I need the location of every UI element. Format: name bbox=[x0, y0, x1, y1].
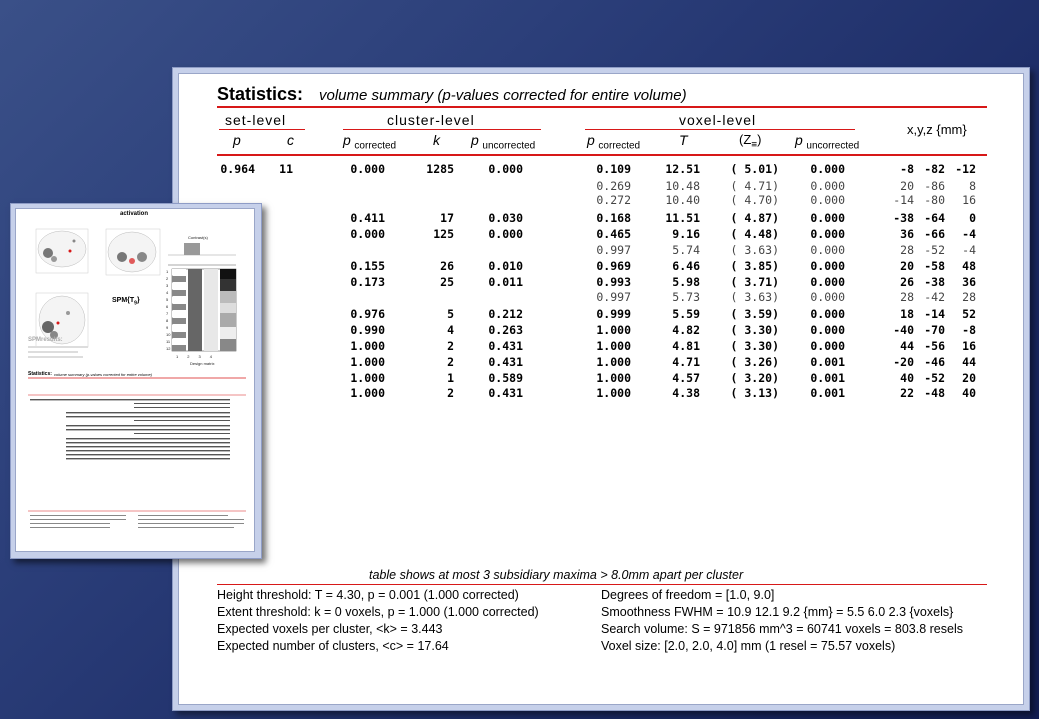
stats-title: Statistics: bbox=[217, 84, 304, 104]
design-matrix bbox=[166, 241, 238, 357]
cell-voxel-T: 9.16 bbox=[672, 227, 700, 241]
group-cluster-level: cluster-level bbox=[387, 112, 475, 128]
cell-cluster-p-uncorrected: 0.030 bbox=[488, 211, 523, 225]
cell-cluster-k: 17 bbox=[440, 211, 454, 225]
spmresults-info-lines bbox=[28, 346, 88, 348]
cell-cluster-k: 1 bbox=[447, 371, 454, 385]
cell-voxel-p-corrected: 1.000 bbox=[596, 371, 631, 385]
design-row-label: 1 bbox=[166, 269, 169, 274]
cell-y: -58 bbox=[924, 259, 945, 273]
contrast-label: Contrast(s) bbox=[188, 235, 208, 240]
cell-cluster-p-corrected: 1.000 bbox=[350, 355, 385, 369]
cell-y: -56 bbox=[924, 339, 945, 353]
cell-z: 28 bbox=[962, 290, 976, 304]
col-set-p: p bbox=[233, 132, 241, 148]
cell-voxel-T: 5.74 bbox=[672, 243, 700, 257]
cell-y: -14 bbox=[924, 307, 945, 321]
thumbnail-title: activation bbox=[120, 211, 149, 217]
cell-z: 16 bbox=[962, 339, 976, 353]
set-level-rule bbox=[219, 129, 305, 130]
cell-voxel-T: 4.81 bbox=[672, 339, 700, 353]
cell-voxel-T: 12.51 bbox=[665, 162, 700, 176]
design-col-labels: 1234 bbox=[176, 354, 221, 359]
design-row-label: 10 bbox=[166, 332, 171, 337]
cell-voxel-p-uncorrected: 0.000 bbox=[810, 307, 845, 321]
cell-y: -66 bbox=[924, 227, 945, 241]
footer-right-4: Voxel size: [2.0, 2.0, 4.0] mm (1 resel = 75.57 voxels) bbox=[601, 639, 896, 653]
cell-y: -48 bbox=[924, 386, 945, 400]
cell-voxel-T: 10.40 bbox=[665, 193, 700, 207]
cell-voxel-p-uncorrected: 0.001 bbox=[810, 355, 845, 369]
cell-x: -40 bbox=[893, 323, 914, 337]
design-row-label: 8 bbox=[166, 318, 169, 323]
design-row-label: 12 bbox=[166, 346, 171, 351]
cell-cluster-p-uncorrected: 0.589 bbox=[488, 371, 523, 385]
cell-z: 40 bbox=[962, 386, 976, 400]
cell-voxel-p-corrected: 0.269 bbox=[596, 179, 631, 193]
table-footnote: table shows at most 3 subsidiary maxima > 8.0mm apart per cluster bbox=[369, 568, 744, 582]
cell-cluster-p-uncorrected: 0.431 bbox=[488, 355, 523, 369]
cell-y: -42 bbox=[924, 290, 945, 304]
design-row-label: 6 bbox=[166, 304, 169, 309]
cell-y: -52 bbox=[924, 243, 945, 257]
col-voxel-p-corrected: p $_{corrected}$ bbox=[587, 132, 641, 152]
footer-left-1: Height threshold: T = 4.30, p = 0.001 (1.000 corrected) bbox=[217, 588, 519, 602]
cell-voxel-Z: ( 4.48) bbox=[730, 227, 779, 241]
cell-cluster-p-uncorrected: 0.263 bbox=[488, 323, 523, 337]
cell-x: -8 bbox=[900, 162, 914, 176]
design-row-label: 5 bbox=[166, 297, 169, 302]
cell-x: 20 bbox=[900, 179, 914, 193]
design-row-label: 4 bbox=[166, 290, 169, 295]
cell-voxel-T: 5.59 bbox=[672, 307, 700, 321]
cell-voxel-Z: ( 3.71) bbox=[730, 275, 779, 289]
cell-cluster-k: 125 bbox=[433, 227, 454, 241]
cell-cluster-p-corrected: 0.000 bbox=[350, 162, 385, 176]
cell-voxel-p-uncorrected: 0.000 bbox=[810, 162, 845, 176]
cell-voxel-Z: ( 3.20) bbox=[730, 371, 779, 385]
cell-cluster-p-corrected: 1.000 bbox=[350, 386, 385, 400]
footer-left-4: Expected number of clusters, <c> = 17.64 bbox=[217, 639, 449, 653]
cell-cluster-k: 5 bbox=[447, 307, 454, 321]
cell-voxel-p-corrected: 1.000 bbox=[596, 386, 631, 400]
cell-z: 8 bbox=[969, 179, 976, 193]
footer-left-3: Expected voxels per cluster, <k> = 3.443 bbox=[217, 622, 443, 636]
cell-cluster-p-uncorrected: 0.000 bbox=[488, 162, 523, 176]
cell-voxel-Z: ( 3.63) bbox=[730, 243, 779, 257]
glass-brain-sagittal bbox=[36, 229, 88, 273]
cell-cluster-p-corrected: 1.000 bbox=[350, 371, 385, 385]
cell-cluster-p-uncorrected: 0.010 bbox=[488, 259, 523, 273]
cell-voxel-p-corrected: 0.969 bbox=[596, 259, 631, 273]
cell-voxel-p-uncorrected: 0.001 bbox=[810, 371, 845, 385]
footer-right-3: Search volume: S = 971856 mm^3 = 60741 voxels = 803.8 resels bbox=[601, 622, 963, 636]
thumbnail-stats-subtitle: volume summary (p-values corrected for entire volume) bbox=[54, 372, 153, 377]
cell-voxel-p-corrected: 0.999 bbox=[596, 307, 631, 321]
cell-voxel-Z: ( 3.30) bbox=[730, 323, 779, 337]
design-row-label: 11 bbox=[166, 339, 171, 344]
cell-voxel-T: 6.46 bbox=[672, 259, 700, 273]
main-page bbox=[178, 73, 1024, 705]
cell-cluster-p-corrected: 0.976 bbox=[350, 307, 385, 321]
cell-voxel-p-corrected: 0.168 bbox=[596, 211, 631, 225]
cell-voxel-p-corrected: 1.000 bbox=[596, 355, 631, 369]
cell-y: -80 bbox=[924, 193, 945, 207]
cell-z: 20 bbox=[962, 371, 976, 385]
cell-cluster-p-uncorrected: 0.212 bbox=[488, 307, 523, 321]
cell-z: -8 bbox=[962, 323, 976, 337]
cell-x: 18 bbox=[900, 307, 914, 321]
cell-x: 40 bbox=[900, 371, 914, 385]
cell-cluster-p-corrected: 0.000 bbox=[350, 227, 385, 241]
header-rule bbox=[217, 154, 987, 156]
cell-cluster-p-uncorrected: 0.431 bbox=[488, 339, 523, 353]
cell-x: 36 bbox=[900, 227, 914, 241]
glass-brain-coronal bbox=[104, 227, 164, 279]
design-row-label: 3 bbox=[166, 283, 169, 288]
cluster-level-rule bbox=[343, 129, 541, 130]
cell-voxel-T: 4.38 bbox=[672, 386, 700, 400]
cell-x: 28 bbox=[900, 290, 914, 304]
spmresults-info-lines bbox=[28, 351, 78, 353]
cell-cluster-k: 2 bbox=[447, 386, 454, 400]
cell-voxel-p-corrected: 0.465 bbox=[596, 227, 631, 241]
cell-voxel-p-uncorrected: 0.000 bbox=[810, 227, 845, 241]
cell-voxel-p-corrected: 0.997 bbox=[596, 290, 631, 304]
cell-voxel-Z: ( 3.59) bbox=[730, 307, 779, 321]
cell-cluster-p-uncorrected: 0.431 bbox=[488, 386, 523, 400]
cell-cluster-k: 2 bbox=[447, 355, 454, 369]
cell-y: -86 bbox=[924, 179, 945, 193]
cell-set-c: 11 bbox=[279, 162, 293, 176]
spmresults-info-lines bbox=[28, 356, 83, 358]
cell-voxel-p-uncorrected: 0.000 bbox=[810, 323, 845, 337]
col-cluster-k: k bbox=[433, 132, 440, 148]
cell-voxel-T: 5.73 bbox=[672, 290, 700, 304]
cell-voxel-T: 10.48 bbox=[665, 179, 700, 193]
cell-voxel-Z: ( 5.01) bbox=[730, 162, 779, 176]
cell-z: -4 bbox=[962, 243, 976, 257]
cell-y: -52 bbox=[924, 371, 945, 385]
col-cluster-p-corrected: p $_{corrected}$ bbox=[343, 132, 397, 152]
cell-voxel-T: 5.98 bbox=[672, 275, 700, 289]
cell-voxel-T: 4.71 bbox=[672, 355, 700, 369]
footer-right-1: Degrees of freedom = [1.0, 9.0] bbox=[601, 588, 775, 602]
cell-voxel-p-uncorrected: 0.000 bbox=[810, 259, 845, 273]
voxel-level-rule bbox=[585, 129, 855, 130]
cell-z: 36 bbox=[962, 275, 976, 289]
cell-voxel-p-uncorrected: 0.001 bbox=[810, 386, 845, 400]
cell-cluster-k: 4 bbox=[447, 323, 454, 337]
cell-x: 22 bbox=[900, 386, 914, 400]
cell-cluster-k: 2 bbox=[447, 339, 454, 353]
cell-x: 28 bbox=[900, 243, 914, 257]
cell-voxel-p-corrected: 1.000 bbox=[596, 323, 631, 337]
cell-y: -64 bbox=[924, 211, 945, 225]
cell-z: 52 bbox=[962, 307, 976, 321]
cell-cluster-p-uncorrected: 0.011 bbox=[488, 275, 523, 289]
spm-label: $SPM\{T_9\}$ bbox=[112, 297, 140, 307]
cell-y: -82 bbox=[924, 162, 945, 176]
design-row-label: 7 bbox=[166, 311, 169, 316]
cell-cluster-k: 1285 bbox=[426, 162, 454, 176]
cell-z: -12 bbox=[955, 162, 976, 176]
cell-x: 44 bbox=[900, 339, 914, 353]
cell-voxel-Z: ( 4.71) bbox=[730, 179, 779, 193]
col-voxel-T: T bbox=[679, 132, 688, 148]
cell-cluster-k: 25 bbox=[440, 275, 454, 289]
group-voxel-level: voxel-level bbox=[679, 112, 757, 128]
cell-cluster-k: 26 bbox=[440, 259, 454, 273]
cell-voxel-Z: ( 4.87) bbox=[730, 211, 779, 225]
cell-z: -4 bbox=[962, 227, 976, 241]
cell-voxel-Z: ( 4.70) bbox=[730, 193, 779, 207]
spmresults-label: SPMresults: bbox=[28, 337, 63, 343]
footer-rule bbox=[217, 584, 987, 585]
cell-voxel-T: 4.57 bbox=[672, 371, 700, 385]
cell-voxel-p-corrected: 0.109 bbox=[596, 162, 631, 176]
cell-y: -46 bbox=[924, 355, 945, 369]
cell-voxel-p-corrected: 0.272 bbox=[596, 193, 631, 207]
footer-left-2: Extent threshold: k = 0 voxels, p = 1.000 (1.000 corrected) bbox=[217, 605, 539, 619]
cell-y: -70 bbox=[924, 323, 945, 337]
cell-voxel-Z: ( 3.85) bbox=[730, 259, 779, 273]
thumbnail-stats-table bbox=[26, 377, 248, 543]
cell-voxel-p-uncorrected: 0.000 bbox=[810, 243, 845, 257]
cell-cluster-p-corrected: 0.990 bbox=[350, 323, 385, 337]
cell-cluster-p-corrected: 1.000 bbox=[350, 339, 385, 353]
cell-x: -38 bbox=[893, 211, 914, 225]
cell-cluster-p-uncorrected: 0.000 bbox=[488, 227, 523, 241]
cell-cluster-p-corrected: 0.173 bbox=[350, 275, 385, 289]
cell-x: -14 bbox=[893, 193, 914, 207]
cell-z: 0 bbox=[969, 211, 976, 225]
col-voxel-Z: $(Z_\equiv)$ bbox=[739, 132, 762, 151]
design-row-label: 2 bbox=[166, 276, 169, 281]
col-voxel-p-uncorrected: p $_{uncorrected}$ bbox=[795, 132, 860, 152]
cell-y: -38 bbox=[924, 275, 945, 289]
cell-voxel-p-uncorrected: 0.000 bbox=[810, 339, 845, 353]
cell-voxel-Z: ( 3.13) bbox=[730, 386, 779, 400]
thumbnail-page bbox=[15, 208, 255, 552]
cell-z: 44 bbox=[962, 355, 976, 369]
cell-z: 48 bbox=[962, 259, 976, 273]
cell-cluster-p-corrected: 0.411 bbox=[350, 211, 385, 225]
footer-right-2: Smoothness FWHM = 10.9 12.1 9.2 {mm} = 5.5 6.0 2.3 {voxels} bbox=[601, 605, 954, 619]
cell-voxel-p-uncorrected: 0.000 bbox=[810, 193, 845, 207]
cell-voxel-T: 11.51 bbox=[665, 211, 700, 225]
cell-voxel-Z: ( 3.63) bbox=[730, 290, 779, 304]
cell-voxel-p-uncorrected: 0.000 bbox=[810, 275, 845, 289]
cell-cluster-p-corrected: 0.155 bbox=[350, 259, 385, 273]
cell-x: 20 bbox=[900, 259, 914, 273]
design-matrix-label: Design matrix bbox=[190, 361, 215, 366]
cell-voxel-p-corrected: 0.993 bbox=[596, 275, 631, 289]
cell-x: -20 bbox=[893, 355, 914, 369]
cell-x: 26 bbox=[900, 275, 914, 289]
group-xyz: x,y,z {mm} bbox=[907, 122, 967, 137]
thumbnail-stats-title: Statistics: bbox=[28, 371, 52, 377]
col-cluster-p-uncorrected: p $_{uncorrected}$ bbox=[471, 132, 536, 152]
title-rule bbox=[217, 106, 987, 108]
group-set-level: set-level bbox=[225, 112, 287, 128]
cell-voxel-p-corrected: 1.000 bbox=[596, 339, 631, 353]
cell-voxel-p-corrected: 0.997 bbox=[596, 243, 631, 257]
cell-voxel-Z: ( 3.30) bbox=[730, 339, 779, 353]
cell-voxel-T: 4.82 bbox=[672, 323, 700, 337]
col-set-c: c bbox=[287, 132, 294, 148]
cell-set-p: 0.964 bbox=[220, 162, 255, 176]
cell-voxel-p-uncorrected: 0.000 bbox=[810, 290, 845, 304]
stats-subtitle: volume summary (p-values corrected for entire volume) bbox=[319, 87, 687, 104]
cell-voxel-Z: ( 3.26) bbox=[730, 355, 779, 369]
cell-z: 16 bbox=[962, 193, 976, 207]
cell-voxel-p-uncorrected: 0.000 bbox=[810, 179, 845, 193]
cell-voxel-p-uncorrected: 0.000 bbox=[810, 211, 845, 225]
design-row-label: 9 bbox=[166, 325, 169, 330]
